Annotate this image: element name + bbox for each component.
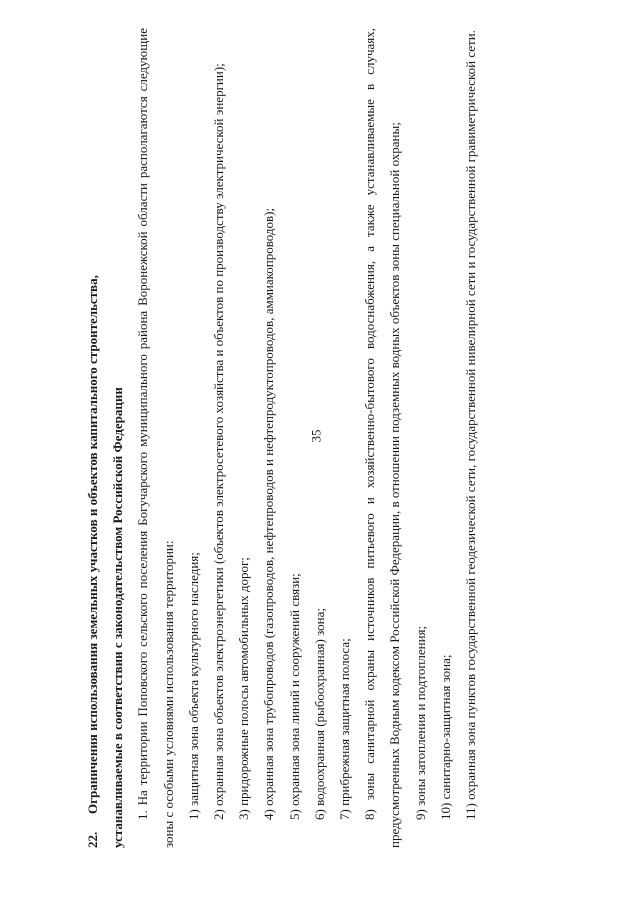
list-item: 6) водоохранная (рыбоохранная) зона; <box>311 608 327 820</box>
section-title-line1: Ограничения использования земельных участков и объектов капитального строительства, <box>85 275 100 814</box>
list-item: 3) придорожные полосы автомобильных дорог; <box>236 557 252 820</box>
section-number: 22. <box>85 831 100 848</box>
section-title-line2: устанавливаемые в соответствии с законодательством Российской Федерации <box>110 387 126 848</box>
list-item: 7) прибрежная защитная полоса; <box>337 638 353 820</box>
list-item: 1) защитная зона объекта культурного наследия; <box>185 552 201 820</box>
list-item: 4) охранная зона трубопроводов (газопроводов, нефтепроводов и нефтепродуктопроводов, аммиакопроводов); <box>261 207 277 820</box>
document-body <box>80 28 550 848</box>
list-item: 11) охранная зона пунктов государственной геодезической сети, государственной нивелирной сети и государственной гравиметрической сети. <box>463 30 479 820</box>
list-item: 5) охранная зона линий и сооружений связи; <box>286 573 302 820</box>
list-item: 10) санитарно-защитная зона; <box>437 654 453 820</box>
intro-paragraph: 1. На территории Поповского сельского поселения Богучарского муниципального района Воронежской области располагаются следующие зоны с особыми условиями использования территории: <box>135 28 176 848</box>
section-heading <box>80 28 130 848</box>
list-item: 8) зоны санитарной охраны источников питьевого и хозяйственно-бытового водоснабжения, а также устанавливаемые в случаях, предусмотренных Водным кодексом Российской Федерации, в отношении подземных водных объектов зоны специальной охраны; <box>362 28 403 848</box>
list-item: 9) зоны затопления и подтопления; <box>412 625 428 820</box>
page-number: 35 <box>308 429 324 443</box>
list-item: 2) охранная зона объектов электроэнергетики (объектов электросетевого хозяйства и объектов по производству электрической энергии); <box>211 63 227 820</box>
